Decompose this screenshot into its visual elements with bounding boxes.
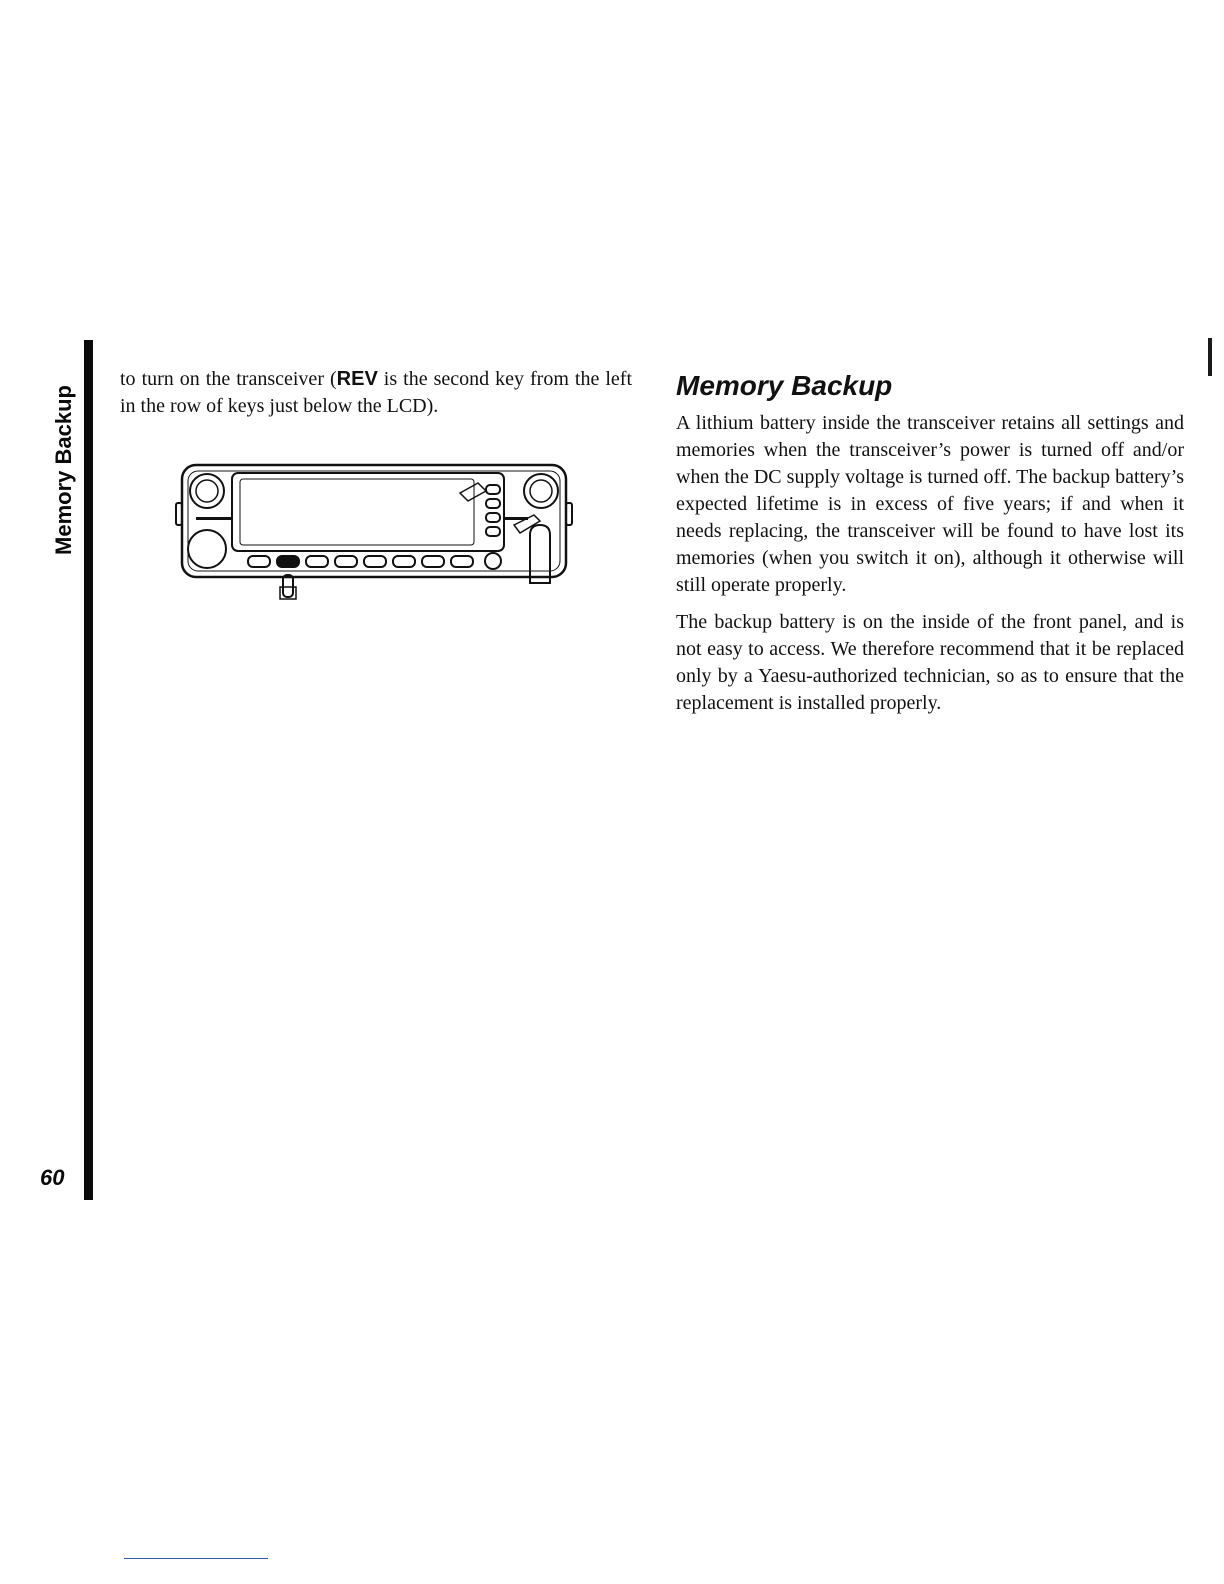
right-key-1: [486, 485, 500, 494]
right-column: [676, 366, 1184, 727]
rev-key-label: REV: [336, 368, 378, 390]
left-lower-knob: [188, 530, 226, 568]
right-side-tab: [566, 503, 572, 525]
sidebar-section-title: Memory Backup: [51, 385, 76, 555]
left-side-tab: [176, 503, 182, 525]
key-rev: [277, 556, 299, 567]
page-number: 60: [40, 1165, 65, 1190]
instruction-text-end: is the second key from the left in the row of keys just below the LCD).: [120, 368, 633, 417]
microphone-plug: [530, 525, 550, 583]
right-edge-mark: [1208, 338, 1212, 376]
body-paragraph: A lithium battery inside the transceiver retains all settings and memories when the transceiver’s power is turned off and/or when the DC supply voltage is turned off. The backup battery’s expected lifetime is in excess of five years; if and when it needs replacing, the transceiver will be found to have lost its memories (when you switch it on), although it otherwise will still operate properly.: [676, 412, 1184, 596]
left-upper-knob-inner: [196, 480, 218, 502]
sidebar-bar: [84, 340, 93, 1200]
footer-rule: [124, 1558, 268, 1559]
lcd-inner: [240, 479, 474, 545]
right-key-3: [486, 513, 500, 522]
body-paragraph: The backup battery is on the inside of the front panel, and is not easy to access. We therefore recommend that it be replaced only by a Yaesu-authorized technician, so as to ensure that the replacement is installed properly.: [676, 611, 1184, 714]
right-upper-knob: [524, 474, 558, 508]
key-3: [306, 556, 328, 567]
instruction-text: [120, 366, 632, 420]
right-key-4: [486, 527, 500, 536]
section-heading: Memory Backup: [676, 370, 893, 401]
key-1: [248, 556, 270, 567]
hand-pointer-lower: [283, 575, 293, 597]
key-8: [451, 556, 473, 567]
key-6: [393, 556, 415, 567]
transceiver-front-panel-icon: [170, 455, 580, 615]
key-4: [335, 556, 357, 567]
instruction-text-start: to turn on the transceiver (: [120, 368, 337, 390]
right-key-2: [486, 499, 500, 508]
left-upper-knob: [190, 474, 224, 508]
power-button: [485, 553, 501, 569]
hand-pointer-upper: [460, 483, 486, 501]
key-7: [422, 556, 444, 567]
key-5: [364, 556, 386, 567]
right-upper-knob-inner: [530, 480, 552, 502]
lcd-display: [232, 473, 504, 551]
left-column: [120, 366, 632, 420]
